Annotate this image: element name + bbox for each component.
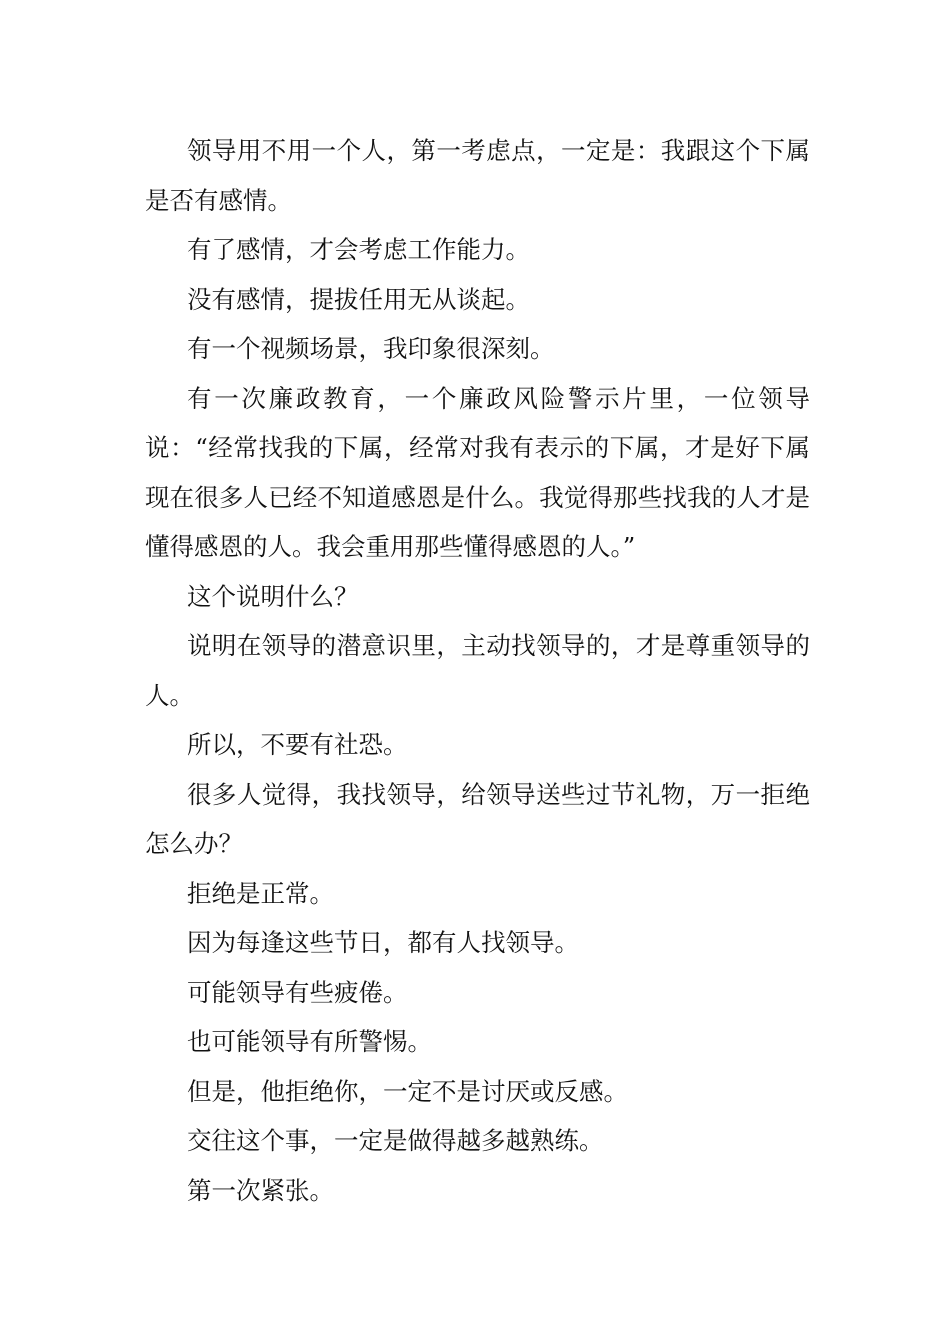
paragraph: 交往这个事，一定是做得越多越熟练。 (187, 1126, 604, 1155)
paragraph: 这个说明什么？ (187, 581, 359, 611)
paragraph: 但是，他拒绝你，一定不是讨厌或反感。 (187, 1076, 628, 1106)
paragraph: 第一次紧张。 (187, 1175, 334, 1205)
paragraph: 有一次廉政教育，一个廉政风险警示片里，一位领导说：“经常找我的下属，经常对我有表示的下属，才是好下属现在很多人已经不知道感恩是什么。我觉得那些找我的人才是懂得感恩的人。我会重用那些懂得感恩的人。” (145, 383, 810, 561)
paragraph: 因为每逢这些节日，都有人找领导。 (187, 928, 579, 957)
paragraph: 领导用不用一个人，第一考虑点，一定是：我跟这个下属是否有感情。 (145, 136, 810, 215)
paragraph: 拒绝是正常。 (187, 878, 334, 908)
paragraph: 可能领导有些疲倦。 (187, 977, 408, 1007)
paragraph: 很多人觉得，我找领导，给领导送些过节礼物，万一拒绝怎么办？ (145, 779, 810, 858)
paragraph: 有一个视频场景，我印象很深刻。 (187, 334, 555, 363)
paragraph: 没有感情，提拔任用无从谈起。 (187, 284, 530, 314)
paragraph: 说明在领导的潜意识里，主动找领导的，才是尊重领导的人。 (145, 631, 810, 710)
document-body (145, 126, 810, 1215)
paragraph: 也可能领导有所警惕。 (187, 1027, 432, 1056)
paragraph: 有了感情，才会考虑工作能力。 (187, 235, 530, 264)
paragraph: 所以，不要有社恐。 (187, 730, 408, 759)
